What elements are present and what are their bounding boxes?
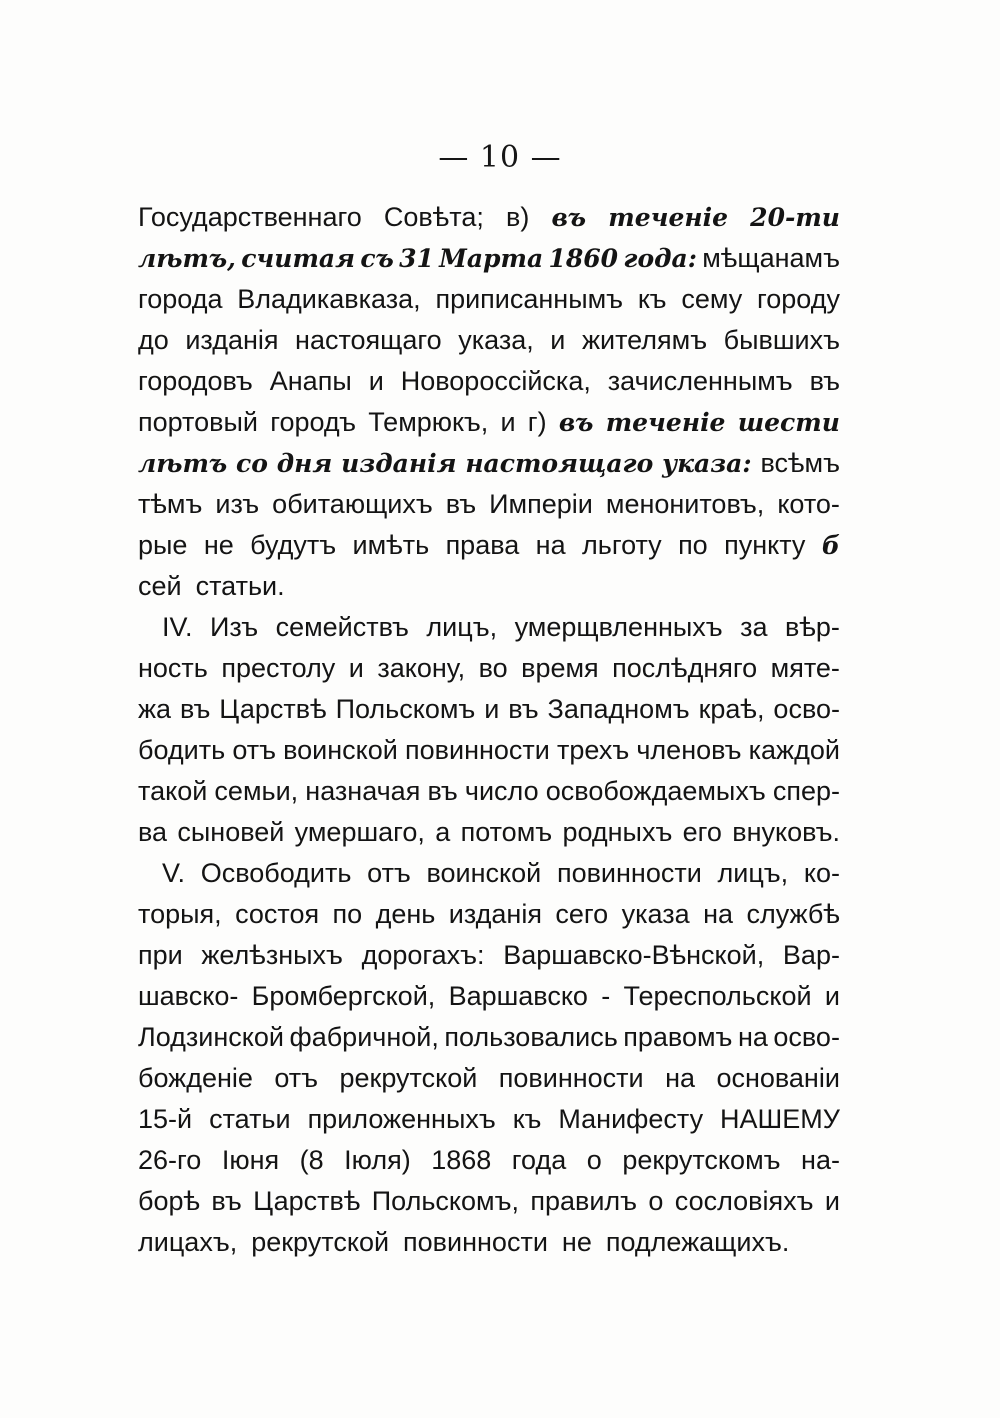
word: вѣр- — [785, 612, 840, 642]
word: Совѣта; — [383, 202, 484, 232]
text-line — [138, 1140, 840, 1181]
word: воинской — [426, 858, 542, 888]
word: шести — [737, 408, 840, 437]
text-line — [138, 1099, 840, 1140]
word: каждой — [748, 735, 840, 765]
word: шавско- — [138, 981, 239, 1011]
word: НАШЕМУ — [720, 1104, 840, 1134]
text-line — [138, 853, 840, 894]
word: и — [824, 1186, 840, 1216]
word: ко- — [803, 858, 840, 888]
word: въ — [809, 366, 840, 396]
word: со — [236, 449, 268, 478]
word: въ — [211, 1186, 242, 1216]
word: о — [648, 1186, 664, 1216]
text-line — [138, 402, 840, 443]
word: обитающихъ — [272, 489, 433, 519]
word: Западномъ — [547, 694, 690, 724]
word: указа, — [458, 325, 534, 355]
word: внуковъ. — [732, 817, 840, 847]
text-line — [138, 935, 840, 976]
word: 20-ти — [750, 203, 840, 232]
word: лицъ, — [717, 858, 789, 888]
word: фабричной, — [289, 1022, 439, 1052]
word: города — [138, 284, 223, 314]
word: Іюля) — [344, 1145, 411, 1175]
text-line — [138, 1181, 840, 1222]
word: отъ — [232, 735, 276, 765]
text-line — [138, 771, 840, 812]
word: Царствѣ — [219, 694, 327, 724]
word: городовъ — [138, 366, 253, 396]
word: Темрюкъ, — [368, 407, 489, 437]
word: мѣщанамъ — [702, 243, 840, 273]
word: въ — [445, 489, 477, 519]
word: всѣмъ — [760, 448, 840, 478]
word: потомъ — [460, 817, 553, 847]
text-line — [138, 238, 840, 279]
word: жителямъ — [581, 325, 708, 355]
word: 26-го — [138, 1145, 202, 1175]
word: б — [821, 531, 840, 560]
word: рые — [138, 530, 188, 560]
word: и — [368, 366, 384, 396]
word: изданія — [448, 899, 542, 929]
word: краѣ, — [698, 694, 765, 724]
word: повинности — [498, 1063, 644, 1093]
word: года: — [623, 244, 697, 273]
word: закону, — [377, 653, 466, 683]
word: настоящаго — [465, 449, 654, 478]
text-line — [138, 689, 840, 730]
word: (8 — [299, 1145, 324, 1175]
text-line — [138, 812, 840, 853]
word: спер- — [772, 776, 840, 806]
word: Іюня — [221, 1145, 280, 1175]
word: мяте- — [770, 653, 840, 683]
word: въ — [558, 408, 594, 437]
word: и — [550, 325, 566, 355]
word: года — [511, 1145, 567, 1175]
word: указа — [621, 899, 690, 929]
word: въ — [551, 203, 587, 232]
word: число — [464, 776, 539, 806]
word: отъ — [274, 1063, 319, 1093]
word: считая — [241, 244, 356, 273]
text-line — [138, 484, 840, 525]
word: Варшавско — [448, 981, 588, 1011]
word: послѣдняго — [612, 653, 758, 683]
word: божденіе — [138, 1063, 253, 1093]
word: бодить — [138, 735, 226, 765]
word: Анапы — [269, 366, 352, 396]
word: сему — [681, 284, 743, 314]
word: и — [348, 653, 364, 683]
word: правомъ — [623, 1022, 733, 1052]
word: Имперіи — [489, 489, 593, 519]
word: службѣ — [746, 899, 840, 929]
word: время — [521, 653, 599, 683]
word: а — [435, 817, 451, 847]
text-line — [138, 443, 840, 484]
word: настоящаго — [295, 325, 442, 355]
body-text — [138, 197, 840, 1263]
word: льготу — [582, 530, 662, 560]
word: зачисленнымъ — [607, 366, 793, 396]
word: рекрутскомъ — [622, 1145, 781, 1175]
word: теченіе — [608, 203, 729, 232]
word: повинности — [405, 735, 550, 765]
word: престолу — [221, 653, 336, 683]
word: сего — [555, 899, 609, 929]
word: Манифесту — [558, 1104, 704, 1134]
text-line — [138, 1222, 840, 1263]
word: городъ — [270, 407, 356, 437]
word: лицахъ, — [138, 1227, 238, 1257]
word: Новороссійска, — [400, 366, 591, 396]
word: его — [682, 817, 722, 847]
word: на — [737, 1022, 768, 1052]
word: къ — [637, 284, 667, 314]
word: имѣть — [352, 530, 430, 560]
word: во — [478, 653, 508, 683]
word: за — [740, 612, 768, 642]
word: осво- — [773, 1022, 840, 1052]
word: жа — [138, 694, 172, 724]
word: освобождаемыхъ — [545, 776, 766, 806]
word: на — [703, 899, 734, 929]
word: пользовались — [444, 1022, 618, 1052]
text-line — [138, 1058, 840, 1099]
word: при — [138, 940, 183, 970]
word: подлежащихъ. — [605, 1227, 790, 1257]
text-line — [138, 320, 840, 361]
word: рекрутской — [339, 1063, 478, 1093]
word: Польскомъ, — [371, 1186, 519, 1216]
text-line — [138, 525, 840, 566]
word: борѣ — [138, 1186, 201, 1216]
word: городу — [756, 284, 840, 314]
word: пункту — [724, 530, 806, 560]
word: г) — [527, 407, 547, 437]
word: ность — [138, 653, 208, 683]
word: на — [665, 1063, 695, 1093]
word: воинской — [283, 735, 398, 765]
text-line — [138, 894, 840, 935]
word: Варшавско-Вѣнской, — [503, 940, 765, 970]
word: изъ — [215, 489, 260, 519]
word: указа: — [662, 449, 752, 478]
word: Марта — [439, 244, 544, 273]
text-line — [138, 279, 840, 320]
word: менонитовъ, — [605, 489, 765, 519]
word: съ — [360, 244, 394, 273]
word: желѣзныхъ — [201, 940, 343, 970]
word: будутъ — [250, 530, 337, 560]
page-number: — 10 — — [438, 140, 562, 175]
text-line — [138, 976, 840, 1017]
word: лѣтъ, — [138, 244, 236, 273]
word: такой — [138, 776, 208, 806]
word: Государственнаго — [138, 202, 362, 232]
word: о — [586, 1145, 602, 1175]
word: ва — [138, 817, 168, 847]
word: Изъ — [210, 612, 259, 642]
word: родныхъ — [562, 817, 673, 847]
word: сей — [138, 571, 182, 601]
word: по — [332, 899, 363, 929]
text-line — [138, 566, 840, 607]
word: дорогахъ: — [361, 940, 485, 970]
word: изданія — [185, 325, 279, 355]
word: состоя — [235, 899, 320, 929]
word: IV. — [162, 612, 193, 642]
word: сыновей — [177, 817, 285, 847]
word: отъ — [367, 858, 411, 888]
word: осво- — [773, 694, 840, 724]
word: Освободить — [200, 858, 352, 888]
word: статьи — [209, 1104, 291, 1134]
word: приписаннымъ — [435, 284, 624, 314]
word: Бромбергской, — [251, 981, 436, 1011]
word: не — [561, 1227, 592, 1257]
word: назначая — [305, 776, 421, 806]
word: повинности — [556, 858, 702, 888]
word: на- — [801, 1145, 840, 1175]
word: в) — [506, 202, 530, 232]
word: лицъ, — [426, 612, 498, 642]
word: Лодзинской — [138, 1022, 284, 1052]
text-line — [138, 607, 840, 648]
word: кото- — [777, 489, 840, 519]
word: семействъ — [275, 612, 409, 642]
word: и — [824, 981, 840, 1011]
word: лѣтъ — [138, 449, 228, 478]
word: въ — [427, 776, 458, 806]
word: 31 — [399, 244, 434, 273]
word: на — [535, 530, 566, 560]
word: Вар- — [782, 940, 840, 970]
word: бывшихъ — [723, 325, 840, 355]
word: день — [375, 899, 436, 929]
word: дня — [276, 449, 333, 478]
word: - — [601, 981, 611, 1011]
word: 1860 — [548, 244, 619, 273]
word: въ — [180, 694, 211, 724]
word: не — [203, 530, 234, 560]
text-line — [138, 361, 840, 402]
word: портовый — [138, 407, 258, 437]
word: къ — [512, 1104, 542, 1134]
text-line — [138, 1017, 840, 1058]
word: правилъ — [530, 1186, 638, 1216]
text-line — [138, 648, 840, 689]
word: приложенныхъ — [307, 1104, 496, 1134]
word: изданія — [341, 449, 457, 478]
text-line — [138, 197, 840, 238]
word: статьи. — [195, 571, 285, 601]
word: и — [500, 407, 516, 437]
word: права — [445, 530, 520, 560]
word: трехъ — [557, 735, 630, 765]
word: рекрутской — [251, 1227, 390, 1257]
word: умершаго, — [294, 817, 425, 847]
word: теченіе — [605, 408, 726, 437]
word: семьи, — [214, 776, 299, 806]
word: по — [678, 530, 708, 560]
text-line — [138, 730, 840, 771]
word: основаніи — [716, 1063, 840, 1093]
word: торыя, — [138, 899, 222, 929]
word: повинности — [403, 1227, 548, 1257]
word: Владикавказа, — [237, 284, 421, 314]
word: членовъ — [636, 735, 742, 765]
word: Тереспольской — [623, 981, 812, 1011]
word: тѣмъ — [138, 489, 203, 519]
word: Царствѣ — [253, 1186, 361, 1216]
word: Польскомъ — [335, 694, 476, 724]
word: V. — [162, 858, 186, 888]
word: и — [484, 694, 500, 724]
word: умерщвленныхъ — [514, 612, 723, 642]
word: до — [138, 325, 169, 355]
word: 1868 — [431, 1145, 492, 1175]
word: въ — [508, 694, 539, 724]
word: 15-й — [138, 1104, 193, 1134]
word: сословіяхъ — [674, 1186, 814, 1216]
